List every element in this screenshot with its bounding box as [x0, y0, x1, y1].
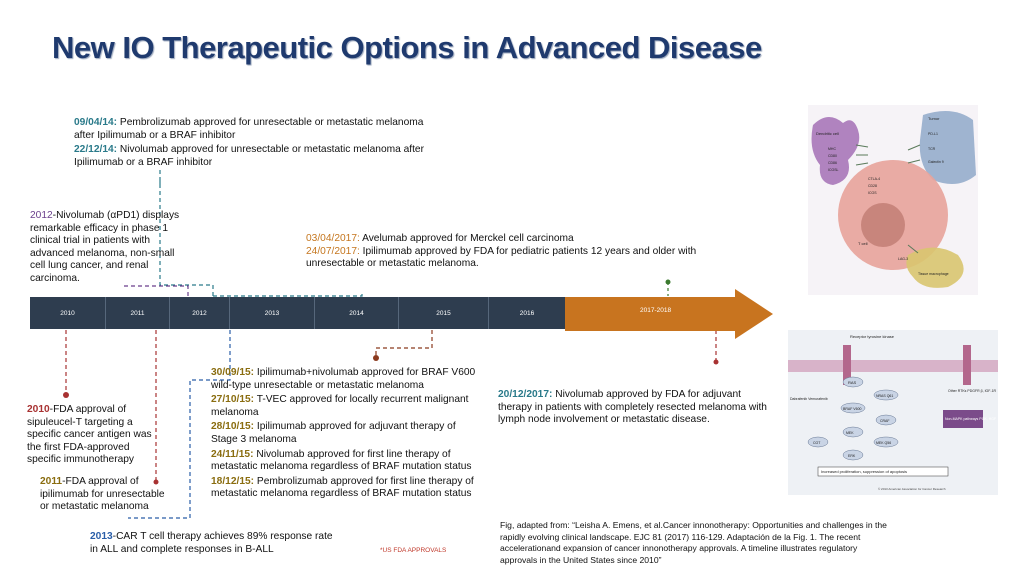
note-2010-text: -FDA approval of sipuleucel-T targeting a specific cancer antigen was the first FDA-approved specific immunotherapy — [27, 404, 152, 466]
note-2013-text: -CAR T cell therapy achieves 89% response rate in ALL and complete responses in B-ALL — [90, 531, 333, 555]
timeline-year-2016: 2016 — [519, 309, 535, 317]
label-mek-mut: MEK Q56 — [876, 441, 892, 445]
note-2011 — [40, 476, 175, 514]
label-tumor: Tumor — [928, 116, 940, 121]
timeline-arrow-label: 2017-2018 — [640, 307, 672, 314]
label-other-rtks: Other RTKs PDGFR β, IGF-1R — [948, 389, 997, 393]
note-2010-date: 2010 — [27, 404, 50, 415]
connector-2015-dot — [373, 355, 379, 361]
timeline-year-2014: 2014 — [315, 297, 399, 329]
label-mhc: MHC — [828, 147, 836, 151]
note-2017a-text-2: Ipilimumab approved by FDA for pediatric patients 12 years and older with unresectable or metastatic melanoma. — [306, 245, 697, 270]
note-2017b-date: 20/12/2017: — [498, 389, 553, 400]
note-2014-text-1: Pembrolizumab approved for unresectable or metastatic melanoma after Ipilimumab or a BRAF inhibitor — [74, 117, 424, 141]
note-2014-text-2: Nivolumab approved for unresectable or metastatic melanoma after Ipilimumab or a BRAF inhibitor — [74, 144, 424, 168]
note-2010 — [27, 404, 162, 467]
connector-2015 — [376, 330, 432, 356]
timeline-year-2015: 2015 — [399, 297, 489, 329]
note-2015-date-5: 18/12/15: — [211, 475, 255, 487]
note-2017a-date-2: 24/07/2017: — [306, 245, 360, 257]
note-2015 — [211, 367, 476, 503]
note-2017b-text: Nivolumab approved by FDA for adjuvant therapy in patients with completely resected melanoma with lymph node involvement or metastatic disease. — [498, 389, 767, 426]
note-2013 — [90, 531, 340, 556]
label-ras: RAS — [848, 380, 857, 385]
label-dabrafenib: Dabrafenib Vemurafenib — [790, 397, 828, 401]
note-2014-date-2: 22/12/14: — [74, 144, 118, 156]
note-2015-text-3: Ipilimumab approved for adjuvant therapy of Stage 3 melanoma — [211, 421, 456, 445]
label-rtk: Receptor tyrosine kinase — [850, 334, 895, 339]
label-dendritic-cell: Dendritic cell — [816, 131, 839, 136]
timeline-year-2010: 2010 — [30, 297, 106, 329]
note-2014 — [74, 117, 444, 171]
label-pd-l1-tumor: PD-L1 — [928, 132, 938, 136]
label-tcr: TCR — [928, 147, 936, 151]
note-2012 — [30, 210, 190, 286]
timeline-arrow — [565, 289, 773, 339]
label-craf: CRAF — [880, 419, 890, 423]
note-2017a — [306, 233, 726, 271]
label-t-cell: T cell — [858, 241, 868, 246]
label-cd86: CD86 — [828, 161, 837, 165]
note-2015-date-2: 27/10/15: — [211, 394, 255, 406]
connector-2017b-dot — [714, 360, 719, 365]
timeline-bar — [30, 297, 565, 329]
note-2015-text-2: T-VEC approved for locally recurrent malignant melanoma — [211, 394, 469, 418]
note-2011-date: 2011 — [40, 476, 63, 487]
label-cd80: CD80 — [828, 154, 837, 158]
figure-caption: Fig, adapted from: “Leisha A. Emens, et al.Cancer innonotherapy: Opportunities and challenges in the rapidly evolving clinical landscape. EJC 81 (2017) 116-129. Adaptación de la Fig. 1. The recent accelerationand expansion of cancer innonotherapy approvals. A timeline illustrates regulatory approvals in the United States since 2010” — [500, 520, 887, 565]
connector-2010-dot — [63, 392, 69, 398]
timeline-year-2012: 2012 — [170, 297, 230, 329]
note-2015-text-4: Nivolumab approved for first line therapy of metastatic melanoma regardless of BRAF mutation status — [211, 448, 472, 473]
connector-2017a-dot — [666, 280, 671, 285]
label-mek: MEK — [846, 431, 854, 435]
label-macrophage: Tissue macrophage — [918, 272, 949, 276]
label-proliferation: Increased proliferation, suppression of apoptosis — [821, 469, 908, 474]
label-ctla4: CTLA-4 — [868, 177, 881, 181]
note-2015-date-1: 30/09/15: — [211, 367, 255, 378]
note-2017b — [498, 389, 768, 427]
label-braf: BRAF V600 — [843, 407, 862, 411]
note-2015-text-5: Pembrolizumab approved for first line therapy of metastatic melanoma regardless of BRAF mutation status — [211, 475, 474, 500]
note-2012-text: -Nivolumab (αPD1) displays remarkable efficacy in phase 1 clinical trial in patients with advanced melanoma, non-small cell lung cancer, and renal carcinoma. — [30, 210, 180, 284]
label-icos: ICOS — [868, 191, 877, 195]
note-2017a-text-1: Avelumab approved for Merckel cell carcinoma — [359, 233, 574, 244]
us-fda-note: *US FDA APPROVALS — [380, 547, 447, 554]
note-2012-date: 2012 — [30, 210, 53, 221]
label-nras: NRAS Q61 — [876, 394, 894, 398]
page-title: New IO Therapeutic Options in Advanced Disease — [52, 30, 762, 65]
note-2011-text: -FDA approval of ipilimumab for unresectable or metastatic melanoma — [40, 476, 165, 513]
label-galectin: Galectin 9 — [928, 160, 944, 164]
label-icosl: ICOSL — [828, 168, 839, 172]
label-cot: COT — [813, 441, 821, 445]
label-non-mapk: Non-MAPK pathways PI3K, HGF — [945, 417, 997, 421]
label-cd28: CD28 — [868, 184, 877, 188]
label-copyright: © 2013 American Association for Cancer Research — [878, 487, 946, 491]
note-2013-date: 2013 — [90, 531, 113, 542]
note-2014-date-1: 09/04/14: — [74, 117, 118, 128]
note-2015-date-3: 28/10/15: — [211, 421, 255, 433]
note-2017a-date-1: 03/04/2017: — [306, 233, 360, 244]
label-lag3: LAG-3 — [898, 257, 909, 261]
note-2015-date-4: 24/11/15: — [211, 448, 254, 460]
mapk-pathway-figure — [788, 330, 998, 495]
timeline-year-2013: 2013 — [230, 297, 315, 329]
connector-2012 — [124, 286, 188, 296]
note-2015-text-1: Ipilimumab+nivolumab approved for BRAF V600 wild-type unresectable or metastatic melanoma — [211, 367, 476, 391]
immune-synapse-figure — [808, 105, 978, 295]
timeline-year-2011: 2011 — [106, 297, 170, 329]
label-erk: ERK — [848, 454, 856, 458]
